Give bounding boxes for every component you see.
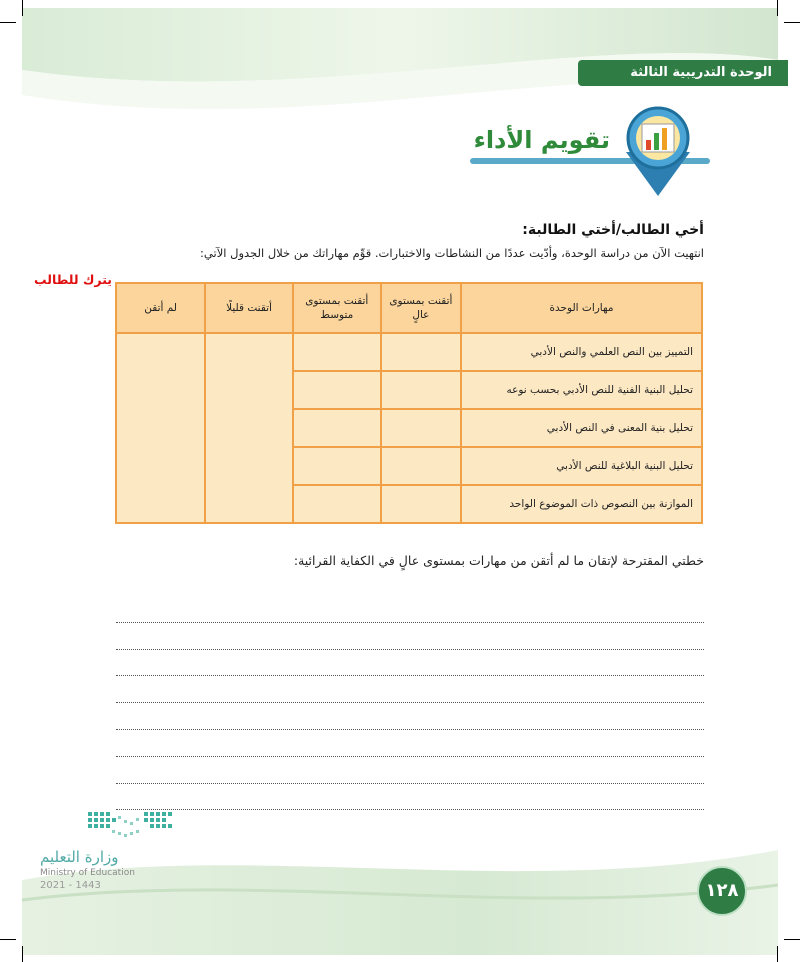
rating-medium-cell[interactable] — [293, 447, 381, 485]
header-medium: أتقنت بمستوى متوسط — [293, 283, 381, 333]
crop-mark-tr-v — [777, 0, 778, 16]
plan-prompt: خطتي المقترحة لإتقان ما لم أتقن من مهارات بمستوى عالٍ في الكفاية القرائية: — [293, 553, 704, 568]
rating-high-cell[interactable] — [381, 409, 461, 447]
crop-mark-bl-h — [0, 939, 16, 940]
crop-mark-br-h — [784, 939, 800, 940]
page-number: ١٢٨ — [697, 866, 747, 916]
crop-mark-tl-h — [0, 22, 16, 23]
rating-high-cell[interactable] — [381, 447, 461, 485]
skill-cell: التمييز بين النص العلمي والنص الأدبي — [461, 333, 702, 371]
rating-medium-cell[interactable] — [293, 485, 381, 523]
unit-banner: الوحدة التدريبية الثالثة — [578, 60, 788, 86]
writing-line[interactable] — [116, 650, 704, 677]
skill-cell: الموازنة بين النصوص ذات الموضوع الواحد — [461, 485, 702, 523]
rating-low-column[interactable] — [205, 333, 293, 523]
evaluation-chart-icon — [608, 100, 708, 200]
writing-line[interactable] — [116, 757, 704, 784]
header-high: أتقنت بمستوى عالٍ — [381, 283, 461, 333]
intro-text: انتهيت الآن من دراسة الوحدة، وأدّيت عددًا من النشاطات والاختبارات. قوِّم مهاراتك من خلال الجدول الآتي: — [200, 246, 704, 260]
header-low: أتقنت قليلًا — [205, 283, 293, 333]
rating-none-column[interactable] — [116, 333, 205, 523]
crop-mark-bl-v — [22, 946, 23, 962]
skill-cell: تحليل البنية الفنية للنص الأدبي بحسب نوعه — [461, 371, 702, 409]
table-row — [116, 333, 702, 371]
rating-high-cell[interactable] — [381, 485, 461, 523]
skill-cell: تحليل بنية المعنى في النص الأدبي — [461, 409, 702, 447]
crop-mark-br-v — [777, 946, 778, 962]
writing-line[interactable] — [116, 596, 704, 623]
section-title: تقويم الأداء — [473, 126, 610, 154]
crop-mark-tr-h — [784, 22, 800, 23]
writing-line[interactable] — [116, 703, 704, 730]
writing-line[interactable] — [116, 623, 704, 650]
header-none: لم أتقن — [116, 283, 205, 333]
header-skills: مهارات الوحدة — [461, 283, 702, 333]
writing-line[interactable] — [116, 730, 704, 757]
ministry-name-en: Ministry of Education — [40, 868, 135, 878]
greeting: أخي الطالب/أختي الطالبة: — [522, 222, 704, 238]
writing-line[interactable] — [116, 676, 704, 703]
rating-medium-cell[interactable] — [293, 409, 381, 447]
teacher-note: يترك للطالب — [34, 272, 112, 287]
rating-medium-cell[interactable] — [293, 371, 381, 409]
ministry-name-ar: وزارة التعليم — [40, 848, 119, 866]
rating-high-cell[interactable] — [381, 333, 461, 371]
crop-mark-tl-v — [22, 0, 23, 16]
rating-high-cell[interactable] — [381, 371, 461, 409]
writing-line[interactable] — [116, 784, 704, 811]
table-header-row — [116, 283, 702, 333]
skill-cell: تحليل البنية البلاغية للنص الأدبي — [461, 447, 702, 485]
edition-year: 2021 - 1443 — [40, 880, 101, 891]
rating-medium-cell[interactable] — [293, 333, 381, 371]
writing-lines[interactable] — [116, 596, 704, 810]
ministry-logo-icon — [84, 808, 184, 844]
self-assessment-table — [115, 282, 703, 524]
